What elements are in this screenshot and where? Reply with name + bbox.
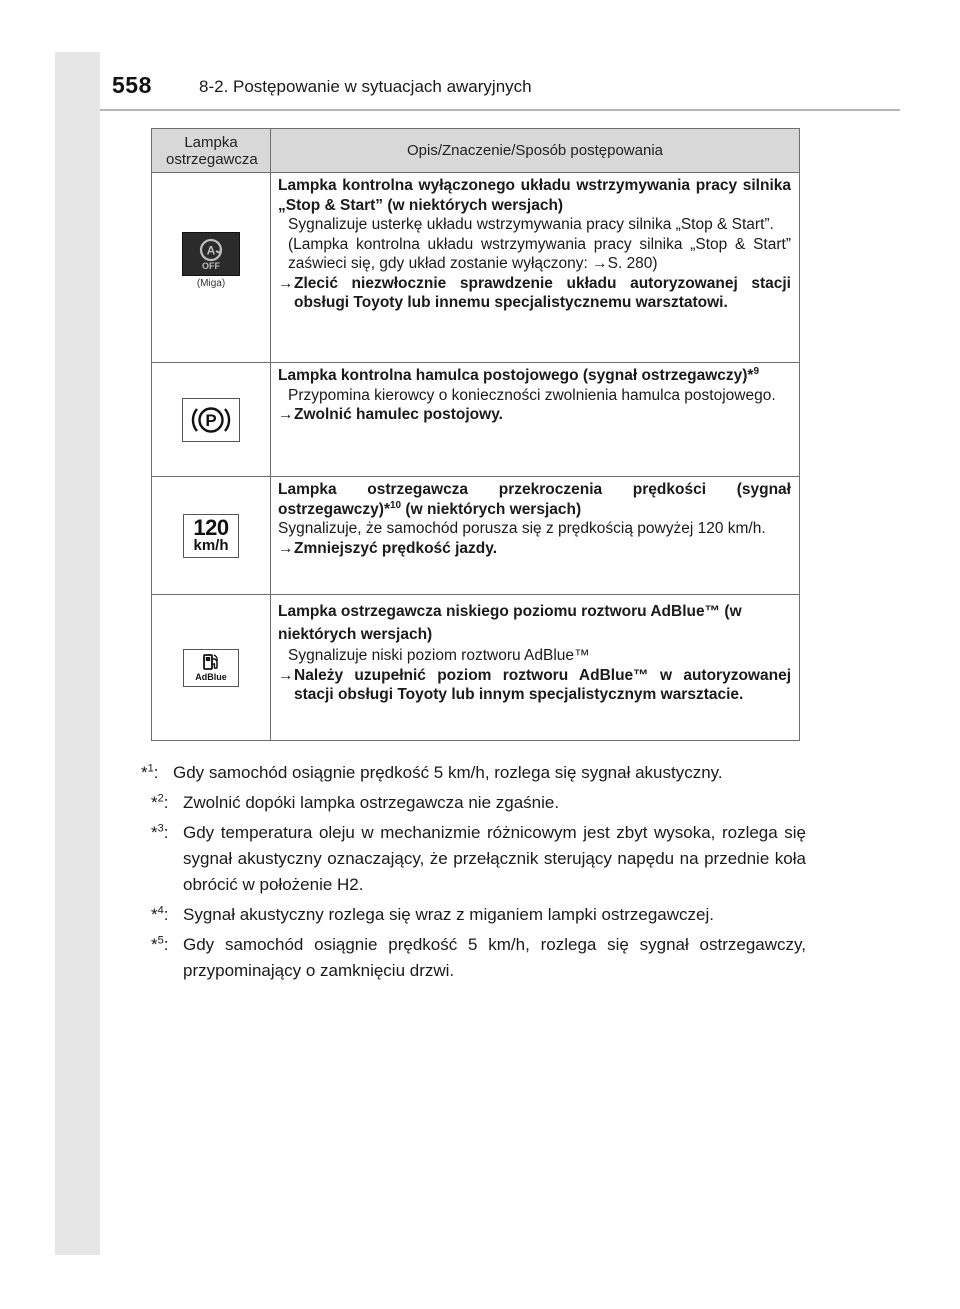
light-description: Sygnalizuje niski poziom roztworu AdBlue™ (288, 647, 590, 664)
light-title: Lampka kontrolna wyłączonego układu wstrzymywania pracy silnika „Stop & Start” (w niektórych wersjach) (278, 177, 791, 214)
chapter-title: 8-2. Postępowanie w sytuacjach awaryjnych (199, 77, 532, 96)
header-rule (100, 109, 900, 111)
action-instruction: → Należy uzupełnić poziom roztworu AdBlue™ w autoryzowanej stacji obsługi Toyoty lub innym specjalistycznym warsztacie. (278, 666, 791, 703)
footnote: *$^5$: Gdy samochód osiągnie prędkość 5 km/h, rozlega się sygnał ostrzegawczy, przypominający o zamknięciu drzwi. (151, 934, 806, 980)
action-instruction: → Zmniejszyć prędkość jazdy. (278, 539, 498, 557)
light-description: Sygnalizuje usterkę układu wstrzymywania pracy silnika „Stop & Start”. (288, 216, 774, 233)
description-cell (271, 595, 800, 741)
stop-start-off-icon (182, 232, 240, 276)
icon-cell (152, 595, 271, 741)
description-cell (271, 363, 800, 477)
action-instruction: → Zlecić niezwłocznie sprawdzenie układu autoryzowanej stacji obsługi Toyoty lub innemu specjalistycznemu warsztatowi. (278, 274, 791, 311)
page-number: 558 (112, 72, 152, 98)
parking-brake-icon (182, 398, 240, 442)
page-header (100, 52, 900, 110)
table-row (152, 477, 800, 595)
table-row (152, 363, 800, 477)
footnote: *$^2$: Zwolnić dopóki lampka ostrzegawcza nie zgaśnie. (151, 792, 560, 812)
footnotes (141, 760, 806, 988)
light-title: Lampka ostrzegawcza przekroczenia prędkości (sygnał ostrzegawczy)*$^{10}$ (w niektórych wersjach) (278, 481, 791, 518)
arrow-icon: → (278, 539, 294, 557)
icon-cell (152, 363, 271, 477)
fuel-pump-icon (202, 653, 220, 671)
footnote: *$^1$: Gdy samochód osiągnie prędkość 5 km/h, rozlega się sygnał akustyczny. (141, 762, 723, 782)
table-header-row (152, 129, 800, 173)
icon-caption: (Miga) (196, 278, 226, 289)
light-description: Sygnalizuje, że samochód porusza się z prędkością powyżej 120 km/h. (278, 520, 766, 537)
light-description-note: (Lampka kontrolna układu wstrzymywania pracy silnika „Stop & Start” zaświeci się, gdy układ zostanie wyłączony: →S. 280) (288, 235, 791, 272)
adblue-icon: AdBlue (183, 649, 239, 687)
svg-text:OFF: OFF (202, 261, 220, 271)
table-row (152, 595, 800, 741)
svg-text:P: P (205, 410, 217, 430)
light-title: Lampka ostrzegawcza niskiego poziomu roztworu AdBlue™ (w niektórych wersjach) (278, 603, 742, 643)
description-cell (271, 173, 800, 363)
light-title: Lampka kontrolna hamulca postojowego (sygnał ostrzegawczy)*$^9$ (278, 365, 759, 384)
svg-text:A: A (206, 243, 216, 258)
description-cell (271, 477, 800, 595)
table-row (152, 173, 800, 363)
light-description: Przypomina kierowcy o konieczności zwolnienia hamulca postojowego. (288, 386, 776, 404)
arrow-icon: → (278, 406, 294, 423)
action-instruction: → Zwolnić hamulec postojowy. (278, 406, 503, 423)
footnote: *$^3$: Gdy temperatura oleju w mechanizmie różnicowym jest zbyt wysoka, rozlega się sygnał akustyczny oznaczający, że przełącznik sterujący napędu na przednie koła obrócić w położenie H2. (151, 822, 806, 894)
column-header-light: Lampka ostrzegawcza (152, 129, 271, 173)
footnote: *$^4$: Sygnał akustyczny rozlega się wraz z miganiem lampki ostrzegawczej. (151, 904, 714, 924)
icon-cell (152, 477, 271, 595)
page-side-band (55, 52, 100, 1255)
speed-warning-icon: 120 km/h (183, 514, 239, 558)
column-header-description: Opis/Znaczenie/Sposób postępowania (271, 129, 800, 173)
icon-cell (152, 173, 271, 363)
warning-lights-table (151, 128, 800, 741)
arrow-icon: → (278, 274, 294, 292)
arrow-icon: → (278, 666, 294, 684)
